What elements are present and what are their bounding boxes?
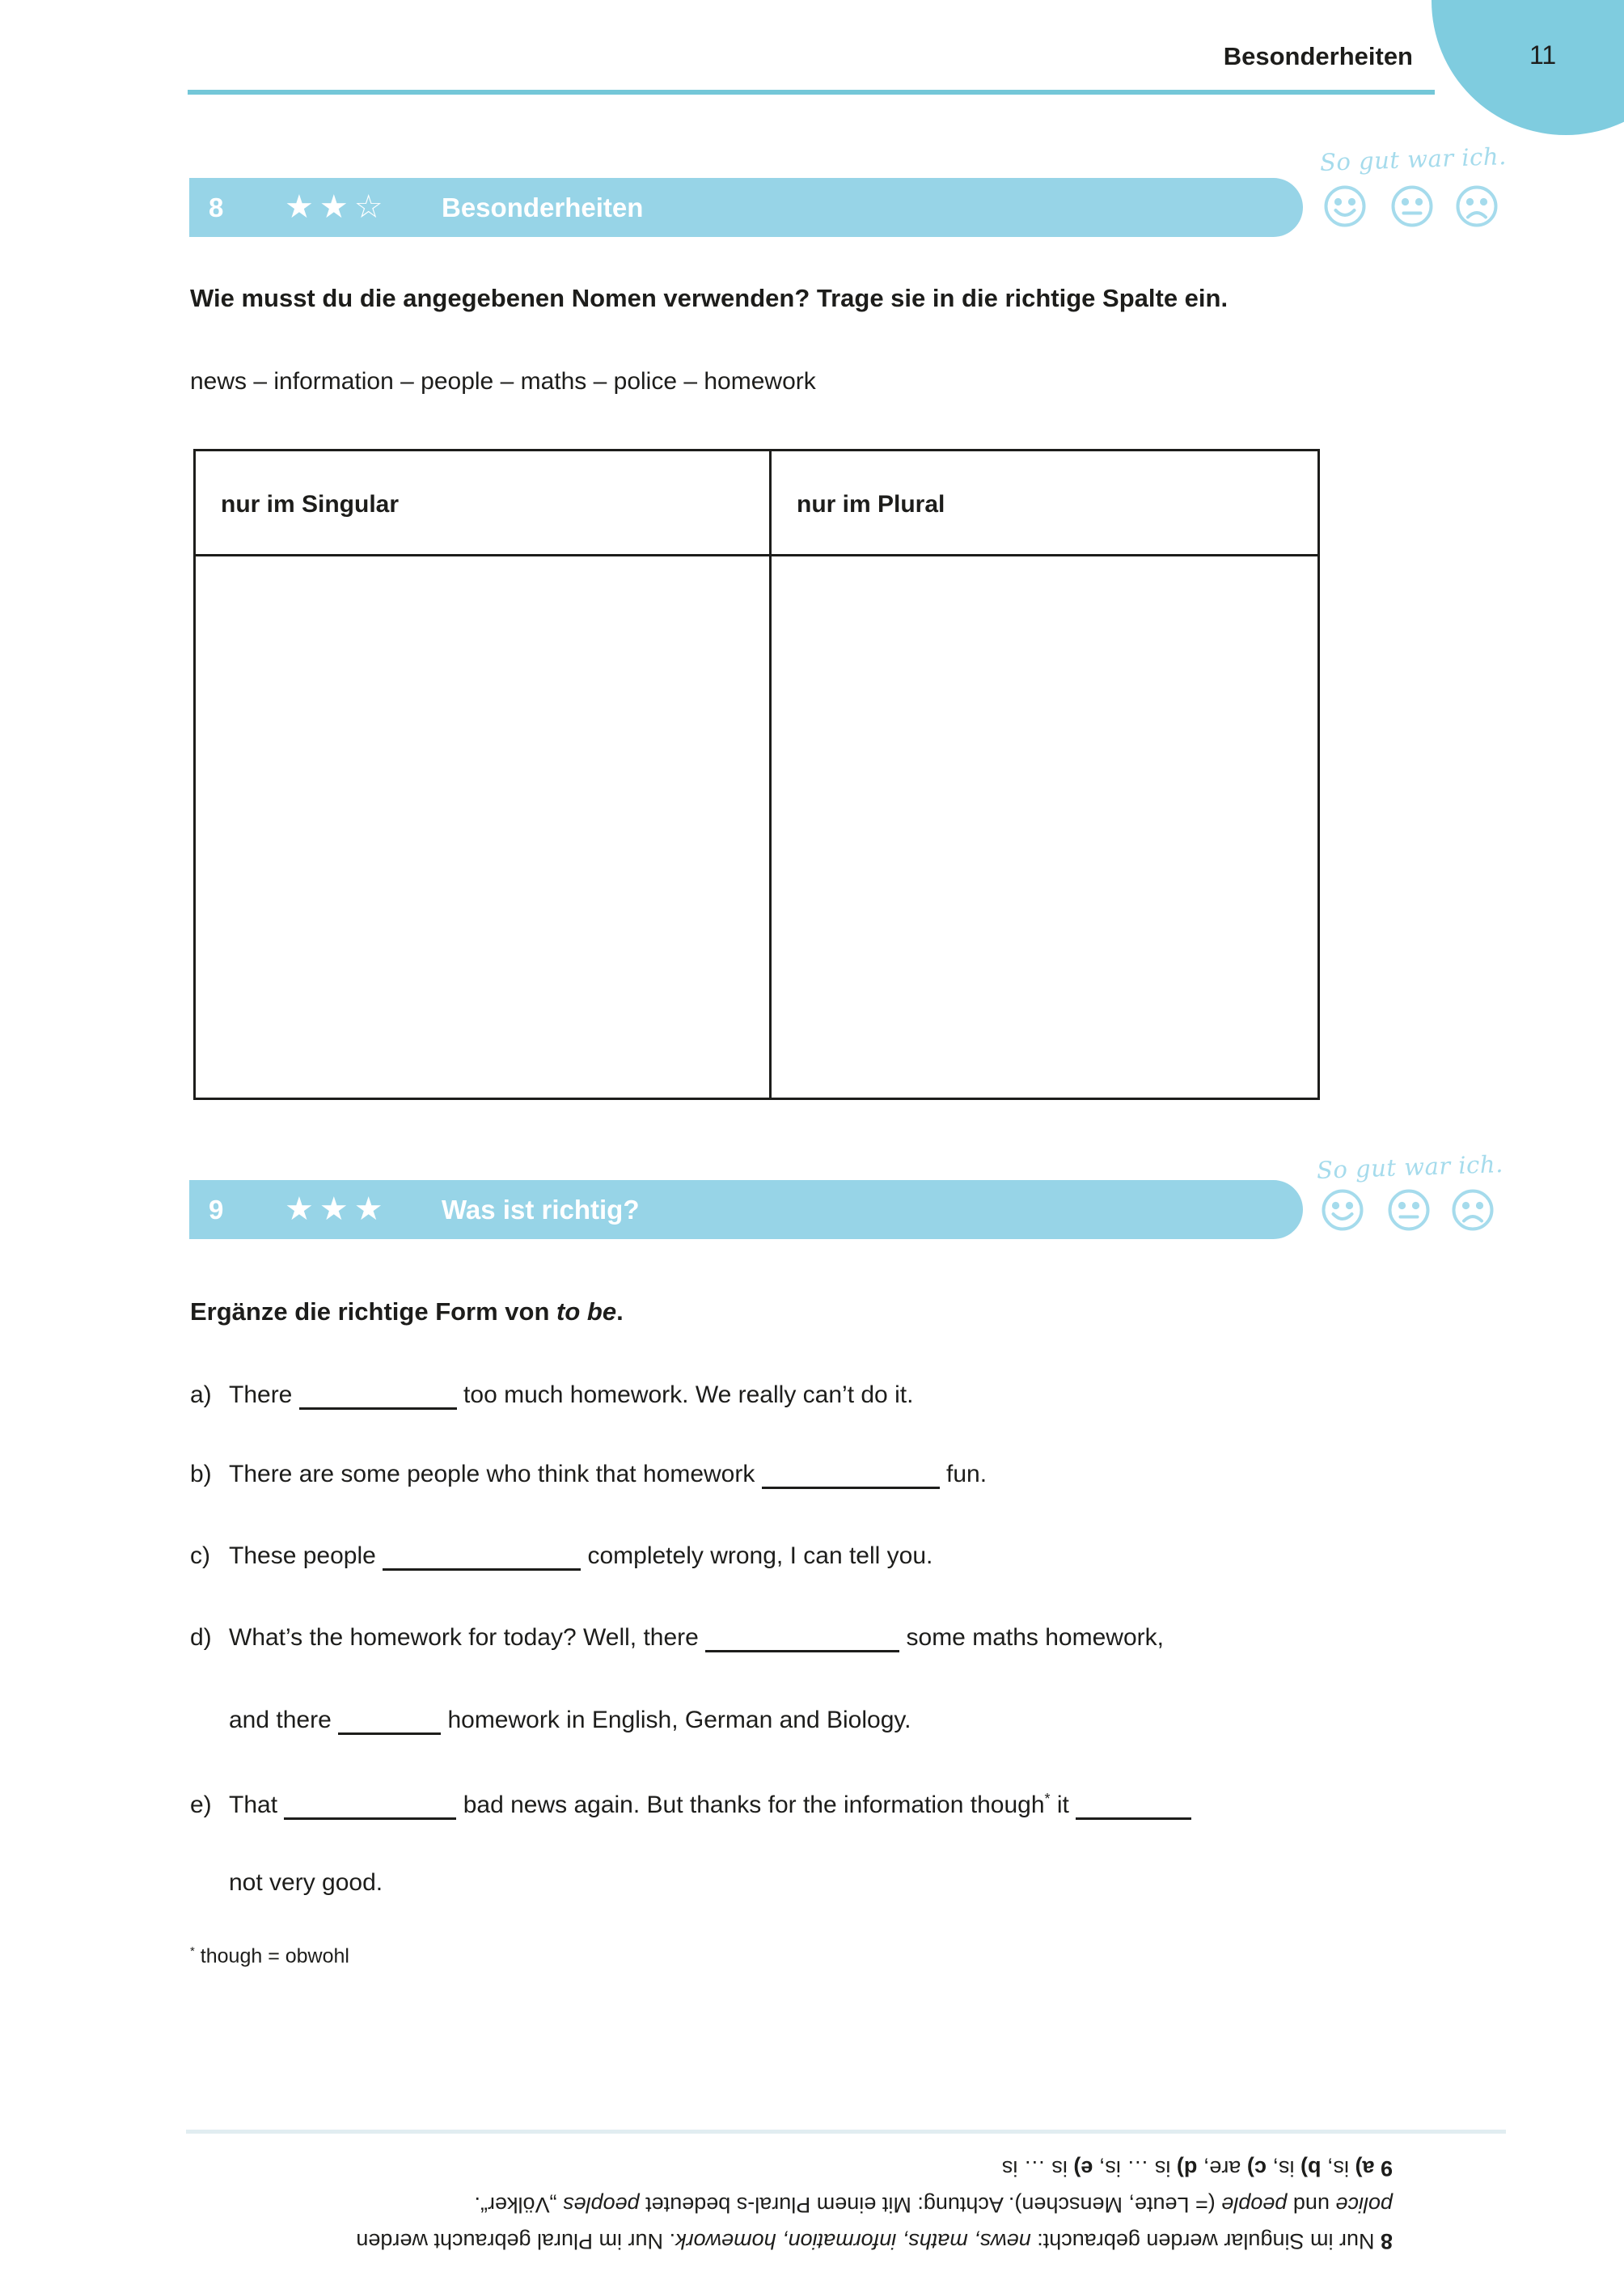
footer-separator xyxy=(186,2130,1506,2134)
rating-caption-9: So gut war ich. xyxy=(1316,1149,1504,1185)
item-e-label: e) xyxy=(190,1792,212,1818)
footnote: * though = obwohl xyxy=(190,1944,349,1968)
item-a-label: a) xyxy=(190,1381,212,1408)
item-d-label: d) xyxy=(190,1624,212,1651)
item-e-text: That bad news again. But thanks for the information though* it xyxy=(229,1792,1191,1818)
answer-blank[interactable] xyxy=(762,1462,940,1489)
answer-blank[interactable] xyxy=(338,1708,441,1735)
exercise-9-banner xyxy=(189,1180,1303,1239)
difficulty-stars-9: ★★★ xyxy=(285,1191,389,1228)
answer-blank[interactable] xyxy=(284,1793,456,1820)
exercise-8-banner xyxy=(189,178,1303,237)
answer-blank[interactable] xyxy=(383,1544,581,1571)
happy-smiley-icon[interactable] xyxy=(1324,185,1366,227)
exercise-8-title: Besonderheiten xyxy=(442,192,644,222)
exercise-8-word-list: news – information – people – maths – police – homework xyxy=(190,368,816,395)
exercise-9-title: Was ist richtig? xyxy=(442,1195,640,1225)
singular-plural-table xyxy=(193,449,1320,1100)
neutral-smiley-icon[interactable] xyxy=(1388,1189,1430,1231)
item-a xyxy=(190,1379,913,1411)
answer-blank[interactable] xyxy=(705,1626,899,1652)
sad-smiley-icon[interactable] xyxy=(1456,185,1498,227)
item-e xyxy=(190,1783,1191,1821)
exercise-8-number: 8 xyxy=(209,192,224,222)
sad-smiley-icon[interactable] xyxy=(1452,1189,1494,1231)
happy-smiley-icon[interactable] xyxy=(1322,1189,1364,1231)
header-rule xyxy=(188,90,1435,95)
exercise-9-instruction: Ergänze die richtige Form von to be. xyxy=(190,1297,624,1326)
item-c xyxy=(190,1540,933,1572)
difficulty-stars-8: ★★☆ xyxy=(285,188,389,226)
answer-line-9: 9 a) is, b) is, c) are, d) is … is, e) is … is xyxy=(1001,2156,1393,2181)
singular-column-cell[interactable] xyxy=(196,556,769,1098)
page-header-title: Besonderheiten xyxy=(1223,42,1413,70)
item-a-text: There too much homework. We really can’t do it. xyxy=(229,1381,914,1408)
neutral-smiley-icon[interactable] xyxy=(1391,185,1433,227)
item-d-text: What’s the homework for today? Well, there some maths homework, xyxy=(229,1624,1164,1651)
column-header-singular: nur im Singular xyxy=(221,491,400,518)
page-number-circle xyxy=(1432,0,1624,135)
answer-blank[interactable] xyxy=(1076,1793,1191,1820)
item-b-text: There are some people who think that homework fun. xyxy=(229,1461,988,1487)
item-d-continuation: and there homework in English, German and Biology. xyxy=(229,1707,911,1733)
answer-blank[interactable] xyxy=(299,1383,457,1410)
item-b xyxy=(190,1458,987,1491)
answer-line-8: 8 Nur im Singular werden gebraucht: news, maths, information, homework. Nur im Plural gebraucht werden police und people (= Leute, Menschen). Achtung: Mit einem Plural-s bedeutet peoples „Völker“. xyxy=(356,2193,1393,2253)
plural-column-cell[interactable] xyxy=(772,556,1317,1098)
item-b-label: b) xyxy=(190,1461,212,1487)
exercise-9-number: 9 xyxy=(209,1195,224,1225)
page-number: 11 xyxy=(1529,40,1557,70)
column-header-plural: nur im Plural xyxy=(797,491,945,518)
item-c-label: c) xyxy=(190,1542,210,1569)
item-c-text: These people completely wrong, I can tell you. xyxy=(229,1542,933,1569)
exercise-8-instruction: Wie musst du die angegebenen Nomen verwenden? Trage sie in die richtige Spalte ein. xyxy=(190,284,1229,312)
rating-caption-8: So gut war ich. xyxy=(1319,142,1508,177)
item-e-continuation: not very good. xyxy=(229,1869,383,1896)
item-d xyxy=(190,1622,1164,1654)
answer-key xyxy=(150,2150,1393,2259)
